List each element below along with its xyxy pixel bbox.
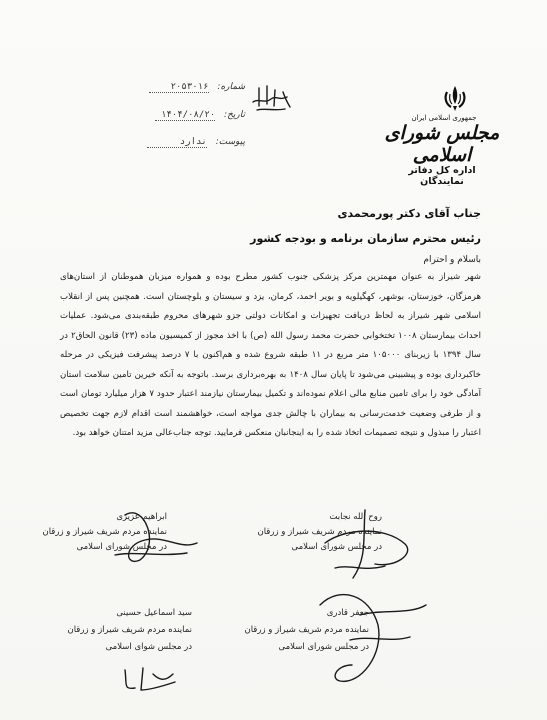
greeting: باسلام و احترام xyxy=(423,255,481,265)
bismillah-seal xyxy=(249,80,293,114)
signatory-role: نماینده مردم شریف شیراز و زرقان xyxy=(67,625,192,635)
iran-emblem-icon xyxy=(440,84,470,112)
letter-number xyxy=(115,82,245,92)
letter-attachment xyxy=(115,137,245,147)
signatory-role: نماینده مردم شریف شیراز و زرقان xyxy=(42,527,167,537)
addressee-title: رئیس محترم سازمان برنامه و بودجه کشور xyxy=(250,232,481,245)
signatory-nejabat xyxy=(257,510,382,555)
number-label: شماره: xyxy=(217,82,245,92)
signatory-name: ابراهیم عزیزی xyxy=(116,512,167,522)
signatory-azizi xyxy=(42,510,167,555)
signatory-role: نماینده مردم شریف شیراز و زرقان xyxy=(257,527,382,537)
signature-hosseini-icon xyxy=(115,660,185,695)
signatory-name: روح الله نجابت xyxy=(329,512,382,522)
attachment-label: پیوست: xyxy=(215,137,245,147)
signatory-body: در مجلس شوای اسلامی xyxy=(105,642,192,652)
brand-name: مجلس شورای اسلامی xyxy=(384,122,500,166)
date-label: تاریخ: xyxy=(224,110,245,120)
addressee: جناب آقای دکتر پورمحمدی xyxy=(337,207,481,220)
signatory-name: جعفر قادری xyxy=(326,608,369,618)
signatory-hosseini xyxy=(67,605,192,656)
signatory-role: نماینده مردم شریف شیراز و زرقان xyxy=(244,625,369,635)
number-value: ۲۰۵۳۰۱۶ xyxy=(149,82,209,93)
letter-date xyxy=(115,110,245,120)
brand-department: اداره کل دفاتر نمایندگان xyxy=(408,165,476,187)
brand-country: جمهوری اسلامی ایران xyxy=(411,114,477,122)
signatory-body: در مجلس شورای اسلامی xyxy=(291,542,382,552)
date-value: ۱۴۰۴/۰۸/۲۰ xyxy=(155,110,215,121)
letter-body: شهر شیراز به عنوان مهمترین مرکز پزشکی جنوب کشور مطرح بوده و همواره میزبان هموطنان از استان‌های هرمزگان، خوزستان، بوشهر، کهگیلویه و بویر احمد، کرمان، یزد و سیستان و بلوچستان است. همچنین پس از انقلاب اسلامی شهر شیراز به لحاظ دریافت تجهیزات و امکانات دولتی جزو شهرهای محروم طبقه‌بندی می‌شود. عملیات احداث بیمارستان ۱۰۰۸ تختخوابی حضرت محمد رسول الله (ص) با اخذ مجوز از کمیسیون ماده (۲۳) قانون الحاق۲ در سال ۱۳۹۴ با زیربنای ۱۰۵۰۰۰ متر مربع در ۱۱ طبقه شروع شده و هم‌اکنون با ۷ درصد پیشرفت فیزیکی در مرحله خاکبرداری بوده و پیشبینی می‌شود تا پایان سال ۱۴۰۸ به بهره‌برداری برسد. باتوجه به آنکه خیرین تامین سلامت استان آمادگی خود را برای تامین منابع مالی اعلام نموده‌اند و تکمیل بیمارستان نیازمند اعتبار حدود ۷ هزار میلیارد تومان است و از طرفی وضعیت خدمت‌رسانی به بیماران با چالش جدی مواجه است، خواهشمند است اقدام لازم جهت تخصیص اعتبار را مبذول و نتیجه تصمیمات اتخاذ شده را به اینجانبان منعکس فرمایید. توجه جناب‌عالی مزید امتنان خواهد بود. xyxy=(60,272,482,438)
signatory-body: در مجلس شورای اسلامی xyxy=(278,642,369,652)
attachment-value: ندارد xyxy=(147,137,207,148)
signatory-name: سید اسماعیل حسینی xyxy=(116,608,192,618)
signatory-ghaderi xyxy=(244,605,369,656)
signatory-body: در مجلس شورای اسلامی xyxy=(76,542,167,552)
